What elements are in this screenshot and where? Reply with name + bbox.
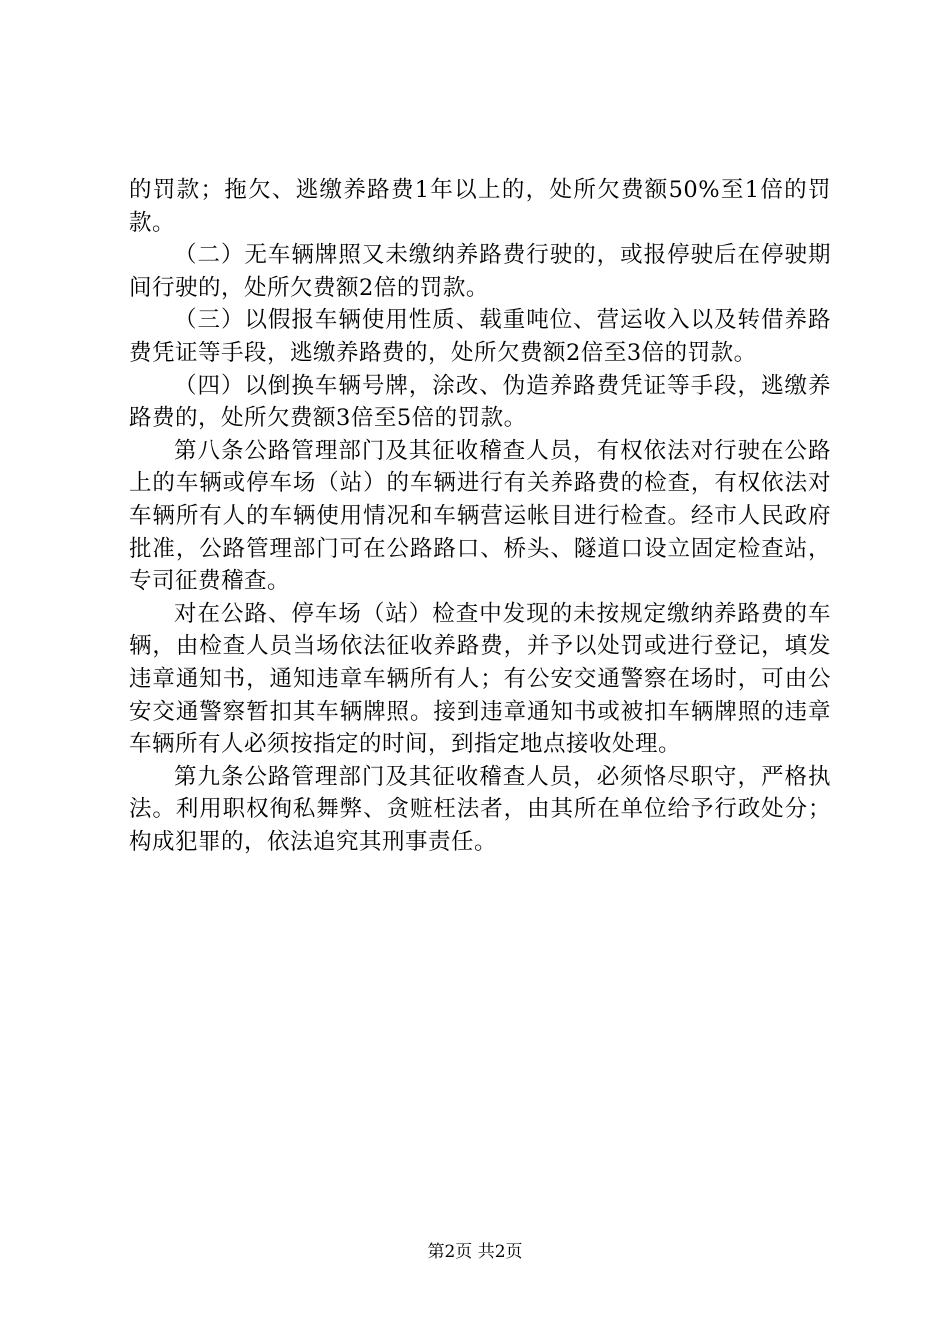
paragraph-article-9: 第九条公路管理部门及其征收稽查人员，必须恪尽职守，严格执法。利用职权徇私舞弊、贪赃枉法者，由其所在单位给予行政处分；构成犯罪的，依法追究其刑事责任。 (129, 763, 831, 855)
paragraph-item-2: （二）无车辆牌照又未缴纳养路费行驶的，或报停驶后在停驶期间行驶的，处所欠费额2倍的罚款。 (129, 242, 831, 301)
page-footer: 第2页 共2页 (427, 1242, 523, 1262)
paragraph-article-8: 第八条公路管理部门及其征收稽查人员，有权依法对行驶在公路上的车辆或停车场（站）的车辆进行有关养路费的检查，有权依法对车辆所有人的车辆使用情况和车辆营运帐目进行检查。经市人民政府批准，公路管理部门可在公路路口、桥头、隧道口设立固定检查站，专司征费稽查。 (129, 437, 831, 595)
paragraph-article-8-inspection: 对在公路、停车场（站）检查中发现的未按规定缴纳养路费的车辆，由检查人员当场依法征收养路费，并予以处罚或进行登记，填发违章通知书，通知违章车辆所有人；有公安交通警察在场时，可由公安交通警察暂扣其车辆牌照。接到违章通知书或被扣车辆牌照的违章车辆所有人必须按指定的时间，到指定地点接收处理。 (129, 600, 831, 758)
document-body (129, 174, 831, 858)
paragraph-item-4: （四）以倒换车辆号牌，涂改、伪造养路费凭证等手段，逃缴养路费的，处所欠费额3倍至5倍的罚款。 (129, 372, 831, 432)
paragraph-continuation: 的罚款；拖欠、逃缴养路费1年以上的，处所欠费额50%至1倍的罚款。 (129, 177, 831, 236)
paragraph-item-3: （三）以假报车辆使用性质、载重吨位、营运收入以及转借养路费凭证等手段，逃缴养路费的，处所欠费额2倍至3倍的罚款。 (129, 307, 831, 366)
